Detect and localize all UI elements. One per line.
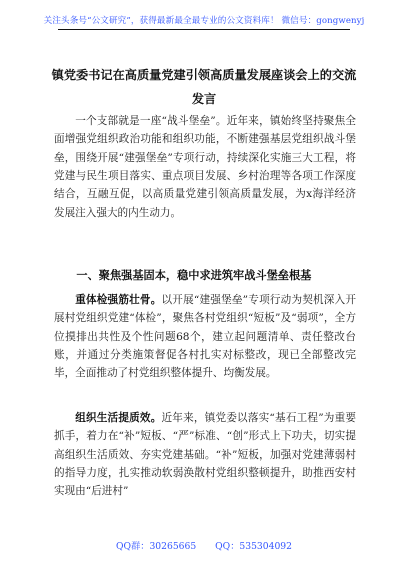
paragraph-lead: 重体检强筋壮骨。: [75, 294, 162, 306]
qq-number: QQ：535304092: [215, 541, 292, 552]
qq-group-number: QQ群：30265665: [116, 541, 197, 552]
paragraph-body: 以开展“建强堡垒”专项行动为契机深入开展村党组织党建“体检”，聚焦各村党组织“短板”及“弱项”，全方位摸排出共性及个性问题68个，建立起问题清单、责任整改台账，并通过分类施策督促各村扎实对标整改，现已全部整改完毕，全面推动了村党组织整体提升、均衡发展。: [54, 294, 356, 380]
body-paragraph: [54, 291, 356, 383]
paragraph-lead: 组织生活提质效。: [75, 412, 162, 424]
promo-banner: 关注头条号“公文研究”，获得最新最全最专业的公文资料库！ 微信号：gongwenyj: [43, 16, 365, 26]
document-title: 镇党委书记在高质量党建引领高质量发展座谈会上的交流: [51, 68, 357, 82]
section-heading: 一、聚焦强基固本，稳中求进筑牢战斗堡垒根基: [76, 269, 312, 282]
footer-contact: [0, 538, 408, 552]
paragraph-body: 近年来，镇党委以落实“基石工程”为重要抓手，着力在“补”短板、“严”标准、“创”形式上下功夫，切实提高组织生活质效、夯实党建基础。“补”短板，加强对党建薄弱村的指导力度，扎实推动软弱涣散村党组织整顿提升，助推西安村实现由“后进村”: [54, 412, 356, 498]
body-paragraph: [54, 409, 356, 501]
intro-paragraph: 一个支部就是一座“战斗堡垒”。近年来，镇始终坚持聚焦全面增强党组织政治功能和组织功能，不断建强基层党组织战斗堡垒，围绕开展“建强堡垒”专项行动，持续深化实施三大工程，将党建与民生项目落实、重点项目发展、乡村治理等各项工作深度结合，互融互促，以高质量党建引领高质量发展，为x海洋经济发展注入强大的内生动力。: [54, 115, 356, 219]
document-title-continued: 发言: [191, 92, 217, 106]
header-divider: [58, 29, 350, 30]
